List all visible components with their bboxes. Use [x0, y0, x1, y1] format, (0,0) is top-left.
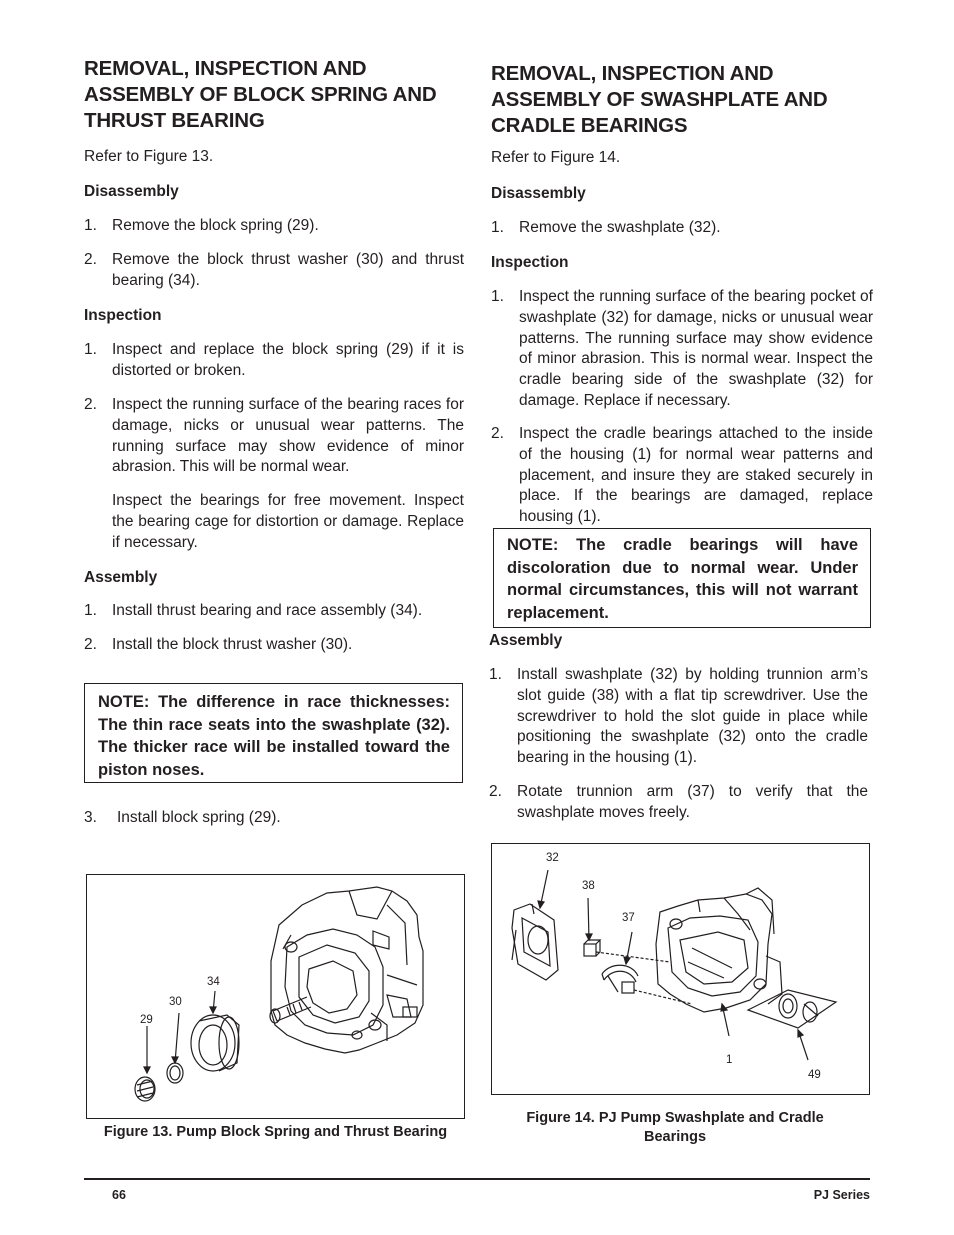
left-section-title: REMOVAL, INSPECTION AND ASSEMBLY OF BLOCK SPRING AND THRUST BEARING [84, 57, 437, 132]
left-disassembly-step-2: 2. Remove the block thrust washer (30) and thrust bearing (34). [84, 251, 464, 289]
left-assembly-step-2: 2. Install the block thrust washer (30). [84, 636, 353, 653]
figure-13-caption: Figure 13. Pump Block Spring and Thrust Bearing [103, 1124, 448, 1140]
figure-14-illustration [492, 844, 871, 1096]
figure-14-frame [491, 843, 870, 1095]
right-disassembly-heading: Disassembly [491, 185, 586, 202]
left-inspection-step-1: 1. Inspect and replace the block spring (29) if it is distorted or broken. [84, 341, 464, 379]
right-disassembly-step-1: 1. Remove the swashplate (32). [491, 219, 721, 236]
left-disassembly-heading: Disassembly [84, 183, 179, 200]
right-inspection-step-1: 1. Inspect the running surface of the bearing pocket of swashplate (32) for damage, nicks or unusual wear patterns. The running surface may show evidence of minor abrasion. This is normal wear. Inspect the cradle bearing side of the swashplate (32) for damage. Replace if necessary. [491, 288, 873, 409]
right-assembly-step-2: 2. Rotate trunnion arm (37) to verify that the swashplate moves freely. [489, 783, 868, 821]
left-assembly-heading: Assembly [84, 569, 158, 586]
right-refer-text: Refer to Figure 14. [491, 149, 621, 166]
page-number: 66 [112, 1188, 126, 1202]
figure-14-label-32: 32 [546, 852, 559, 864]
left-assembly-step-3: 3. Install block spring (29). [84, 809, 281, 826]
footer-series: PJ Series [813, 1188, 870, 1202]
left-inspection-heading: Inspection [84, 307, 162, 324]
footer-divider [84, 1178, 870, 1180]
figure-13-label-30: 30 [169, 996, 182, 1008]
figure-13-label-34: 34 [207, 976, 220, 988]
right-inspection-heading: Inspection [491, 254, 569, 271]
figure-13-frame [86, 874, 465, 1119]
figure-13-label-29: 29 [140, 1014, 153, 1026]
left-inspection-paragraph: Inspect the bearings for free movement. Inspect the bearing cage for distortion or damage. Replace if necessary. [112, 492, 464, 551]
left-refer-text: Refer to Figure 13. [84, 148, 214, 165]
left-disassembly-step-1: 1. Remove the block spring (29). [84, 217, 319, 234]
right-assembly-step-1: 1. Install swashplate (32) by holding trunnion arm’s slot guide (38) with a flat tip screwdriver. Use the screwdriver to hold the slot guide in place while positioning the swashplate (32) onto the cradle bearing in the housing (1). [489, 666, 868, 767]
figure-14-label-38: 38 [582, 880, 595, 892]
figure-14-label-37: 37 [622, 912, 635, 924]
right-inspection-step-2: 2. Inspect the cradle bearings attached to the inside of the housing (1) for normal wear patterns and placement, and insure they are staked securely in place. If the bearings are damaged, replace housing (1). [491, 425, 873, 526]
figure-14-label-1: 1 [726, 1054, 733, 1066]
left-assembly-step-1: 1. Install thrust bearing and race assembly (34). [84, 602, 423, 619]
figure-13-illustration [87, 875, 466, 1120]
right-section-title: REMOVAL, INSPECTION AND ASSEMBLY OF SWASHPLATE AND CRADLE BEARINGS [491, 62, 828, 137]
left-inspection-step-2: 2. Inspect the running surface of the bearing races for damage, nicks or unusual wear patterns. The running surface may show evidence of minor abrasion. This will be normal wear. [84, 396, 464, 476]
right-assembly-heading: Assembly [489, 632, 563, 649]
figure-14-caption: Figure 14. PJ Pump Swashplate and Cradle Bearings [526, 1110, 824, 1145]
left-note-box: NOTE: The difference in race thicknesses: The thin race seats into the swashplate (32). The thicker race will be installed toward the piston noses. [84, 683, 463, 783]
right-note-box: NOTE: The cradle bearings will have discoloration due to normal wear. Under normal circumstances, this will not warrant replacement. [493, 528, 871, 628]
figure-14-label-49: 49 [808, 1069, 821, 1081]
